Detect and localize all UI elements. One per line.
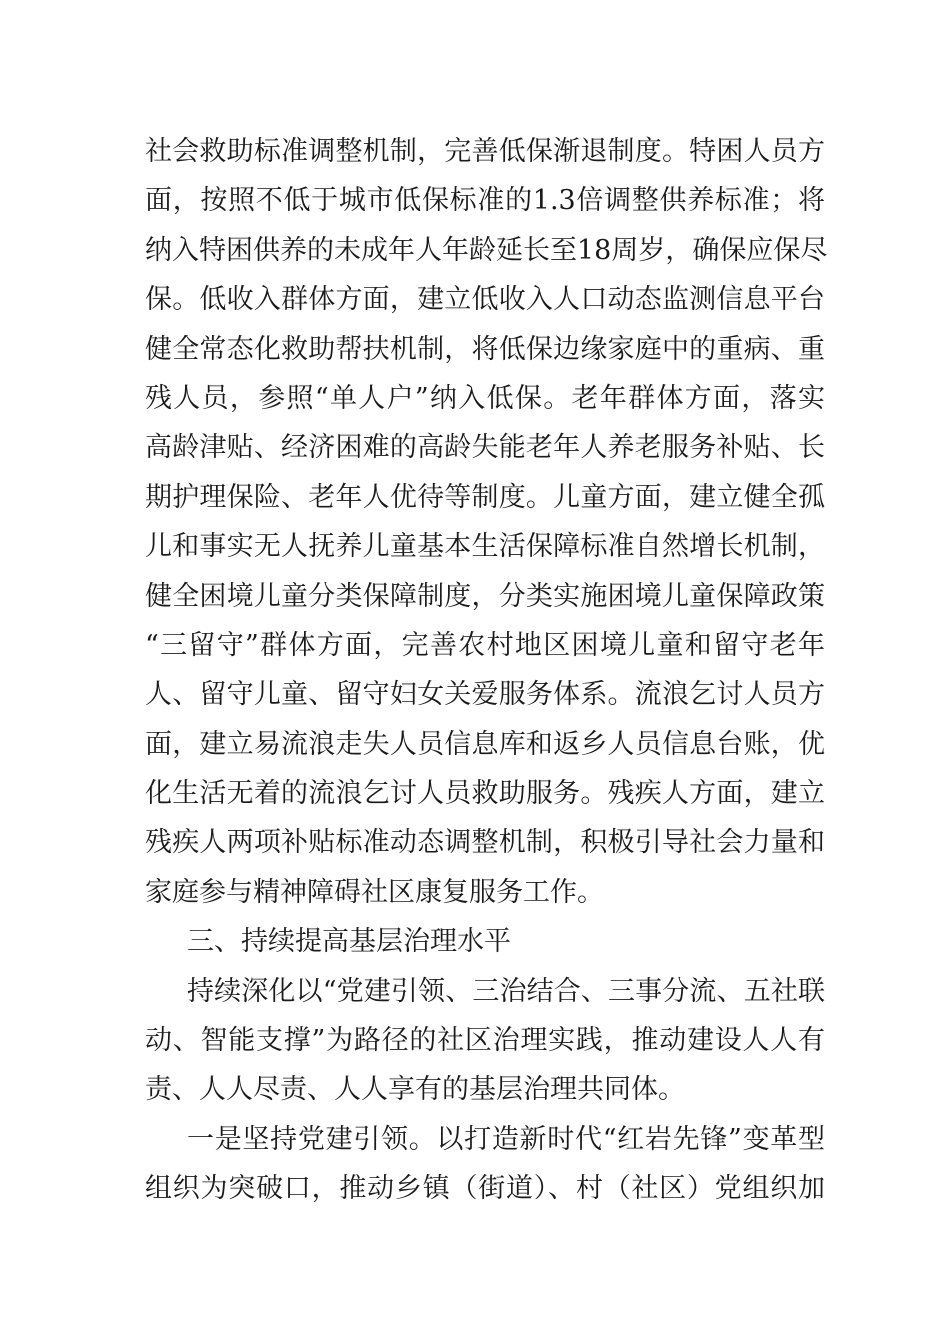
text-line: 动、智能支撑”为路径的社区治理实践，推动建设人人有 <box>145 1025 825 1057</box>
text-line: 健全常态化救助帮扶机制，将低保边缘家庭中的重病、重 <box>145 333 825 365</box>
text-line: 家庭参与精神障碍社区康复服务工作。 <box>145 876 604 908</box>
text-line: 儿和事实无人抚养儿童基本生活保障标准自然增长机制， <box>145 531 825 563</box>
text-line: 面，按照不低于城市低保标准的1.3倍调整供养标准；将 <box>145 185 825 217</box>
text-line: 期护理保险、老年人优待等制度。儿童方面，建立健全孤 <box>145 481 825 513</box>
text-line: 残人员，参照“单人户”纳入低保。老年群体方面，落实 <box>145 382 825 414</box>
text-line: 残疾人两项补贴标准动态调整机制，积极引导社会力量和 <box>145 827 825 859</box>
text-line: 高龄津贴、经济困难的高龄失能老年人养老服务补贴、长 <box>145 432 825 464</box>
text-line: 持续深化以“党建引领、三治结合、三事分流、五社联 <box>187 975 825 1007</box>
paragraph-party-leadership <box>145 1115 825 1214</box>
text-line: 面，建立易流浪走失人员信息库和返乡人员信息台账，优 <box>145 728 825 760</box>
text-line: 健全困境儿童分类保障制度，分类实施困境儿童保障政策 <box>145 580 825 612</box>
text-line: “三留守”群体方面，完善农村地区困境儿童和留守老年 <box>145 629 825 661</box>
text-line: 人、留守儿童、留守妇女关爱服务体系。流浪乞讨人员方 <box>145 679 825 711</box>
paragraph-social-assistance <box>145 127 828 917</box>
text-line: 纳入特困供养的未成年人年龄延长至18周岁，确保应保尽 <box>145 234 828 266</box>
text-line: 保。低收入群体方面，建立低收入人口动态监测信息平台 <box>145 284 825 316</box>
text-line: 责、人人尽责、人人享有的基层治理共同体。 <box>145 1074 685 1106</box>
document-body <box>145 127 828 1214</box>
text-line: 化生活无着的流浪乞讨人员救助服务。残疾人方面，建立 <box>145 778 825 810</box>
text-line: 一是坚持党建引领。以打造新时代“红岩先锋”变革型 <box>187 1123 825 1155</box>
section-heading: 三、持续提高基层治理水平 <box>187 926 511 958</box>
text-line: 组织为突破口，推动乡镇（街道）、村（社区）党组织加 <box>145 1173 825 1205</box>
paragraph-grassroots-governance <box>145 967 825 1115</box>
text-line: 社会救助标准调整机制，完善低保渐退制度。特困人员方 <box>145 136 825 167</box>
